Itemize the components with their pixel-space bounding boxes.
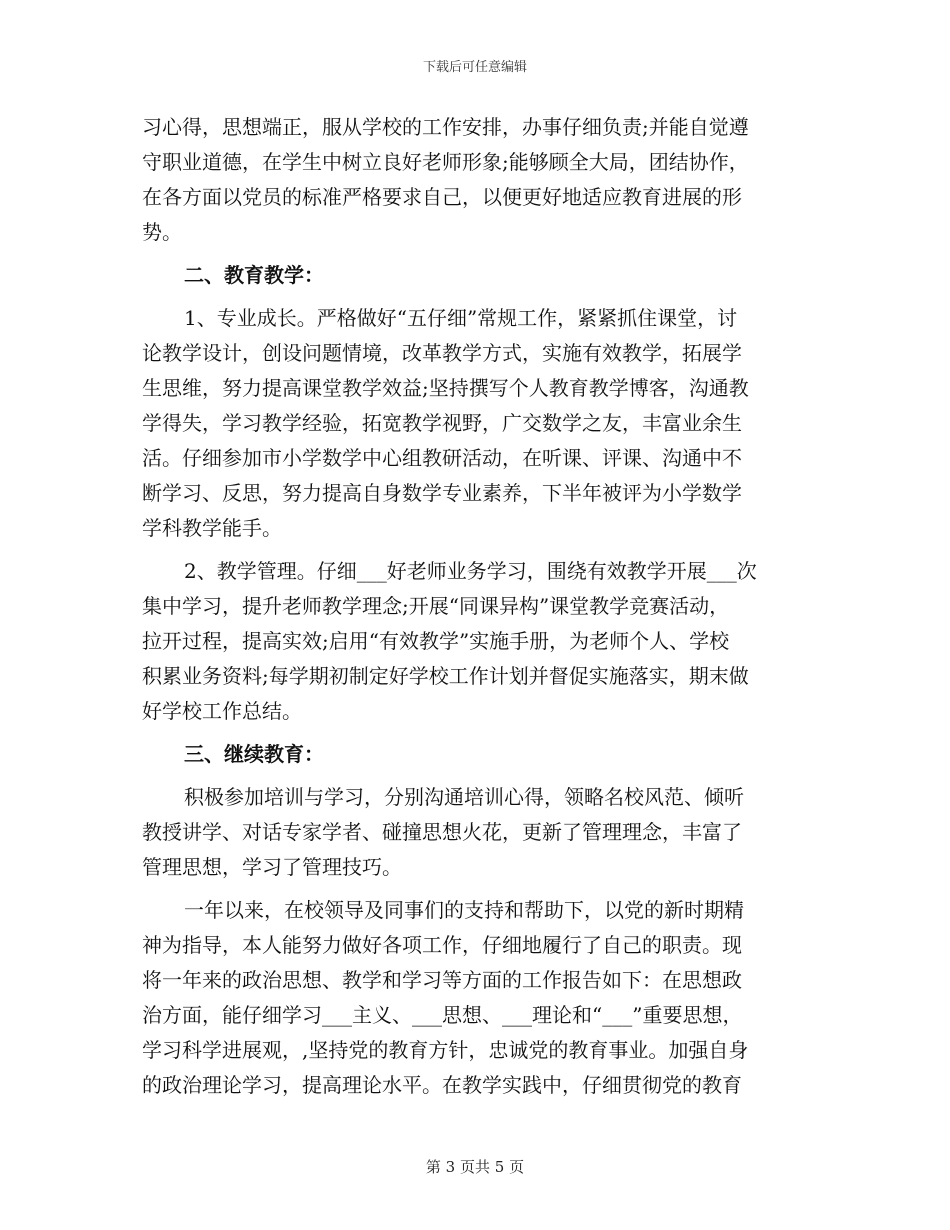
text-line: 守职业道德，在学生中树立良好老师形象;能够顾全大局，团结协作，	[142, 150, 749, 174]
text-line: 断学习、反思，努力提高自身数学专业素养，下半年被评为小学数学	[142, 481, 742, 505]
page-number-footer: 第 3 页共 5 页	[425, 1158, 525, 1176]
text-line: 拉开过程，提高实效;启用“有效教学”实施手册，为老师个人、学校	[142, 629, 730, 653]
text-line: 集中学习，提升老师教学理念;开展“同课异构”课堂教学竞赛活动，	[142, 594, 730, 618]
text-line: 管理思想，学习了管理技巧。	[142, 855, 402, 879]
text-line: 生思维，努力提高课堂教学效益;坚持撰写个人教育教学博客，沟通教	[142, 376, 749, 400]
intro-paragraph	[142, 110, 810, 250]
text-line: 将一年来的政治思想、教学和学习等方面的工作报告如下：在思想政	[142, 968, 742, 992]
section-heading-continuing-education: 三、继续教育：	[184, 742, 324, 766]
text-line: 在各方面以党员的标准严格要求自己，以便更好地适应教育进展的形	[142, 185, 742, 209]
text-line: 2、教学管理。仔细___好老师业务学习，围绕有效教学开展___次	[184, 559, 757, 583]
document-body	[142, 110, 810, 1103]
text-line: 积累业务资料;每学期初制定好学校工作计划并督促实施落实，期末做	[142, 664, 749, 688]
text-line: 习心得，思想端正，服从学校的工作安排，办事仔细负责;并能自觉遵	[142, 115, 749, 139]
text-line: 学科教学能手。	[142, 516, 282, 540]
text-line: 好学校工作总结。	[142, 699, 302, 723]
section-heading-teaching: 二、教育教学：	[184, 263, 324, 287]
text-line: 学得失，学习教学经验，拓宽教学视野，广交数学之友，丰富业余生	[142, 411, 742, 435]
paragraph-annual-summary	[142, 893, 810, 1103]
text-line: 论教学设计，创设问题情境，改革教学方式，实施有效教学，拓展学	[142, 341, 742, 365]
paragraph-training	[142, 780, 810, 885]
page-header: 下载后可任意编辑	[422, 60, 527, 75]
text-line: 活。仔细参加市小学数学中心组教研活动，在听课、评课、沟通中不	[142, 446, 742, 470]
text-line: 治方面，能仔细学习___主义、___思想、___理论和“___”重要思想，	[142, 1003, 743, 1027]
text-line: 学习科学进展观，,坚持党的教育方针，忠诚党的教育事业。加强自身	[142, 1038, 749, 1062]
text-line: 一年以来，在校领导及同事们的支持和帮助下，以党的新时期精	[184, 898, 744, 922]
text-line: 1、专业成长。严格做好“五仔细”常规工作，紧紧抓住课堂，讨	[184, 306, 738, 330]
paragraph-professional-growth	[142, 301, 810, 546]
text-line: 教授讲学、对话专家学者、碰撞思想火花，更新了管理理念，丰富了	[142, 820, 742, 844]
text-line: 势。	[142, 220, 182, 244]
text-line: 积极参加培训与学习，分别沟通培训心得，领略名校风范、倾听	[184, 785, 744, 809]
text-line: 的政治理论学习，提高理论水平。在教学实践中，仔细贯彻党的教育	[142, 1073, 742, 1097]
text-line: 神为指导，本人能努力做好各项工作，仔细地履行了自己的职责。现	[142, 933, 742, 957]
paragraph-teaching-management	[142, 554, 810, 729]
